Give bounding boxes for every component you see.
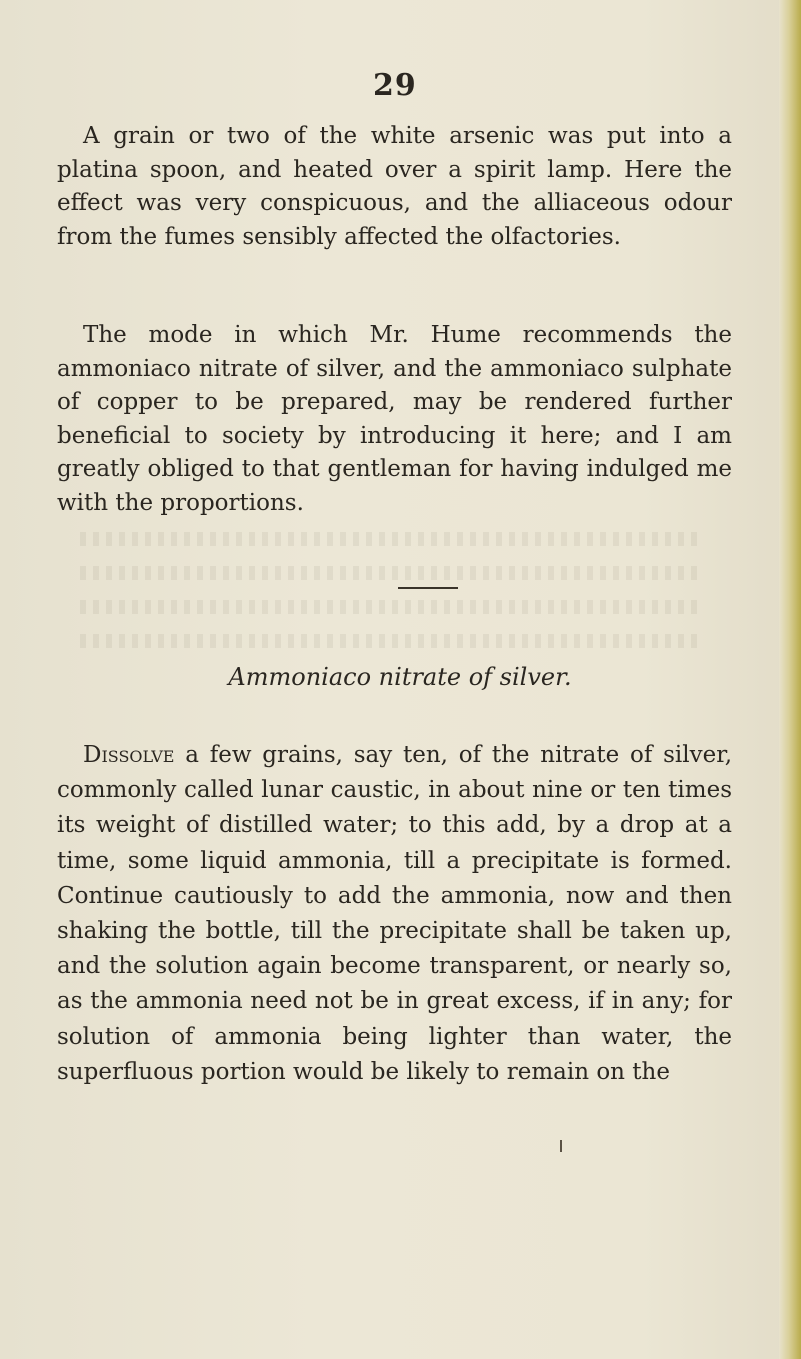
show-through-text xyxy=(80,634,700,648)
paragraph-text xyxy=(57,738,732,1090)
paragraph-dissolve xyxy=(57,738,732,1090)
printer-mark xyxy=(560,1140,562,1152)
show-through-text xyxy=(80,566,700,580)
lead-word: Dissolve xyxy=(83,742,175,768)
paragraph-body: a few grains, say ten, of the nitrate of silver, commonly called lunar caustic, in about nine or ten times its weight of distilled water; to this add, by a drop at a time, some liquid ammonia, till a precipitate is formed. Continue cautiously to add the ammonia, now and then shaking the bottle, till the precipitate shall be taken up, and the solution again become transparent, or nearly so, as the ammonia need not be in great excess, if in any; for solution of ammonia being lighter than water, the superfluous portion would be likely to remain on the xyxy=(57,742,732,1085)
section-heading: Ammoniaco nitrate of silver. xyxy=(228,663,572,691)
paragraph-arsenic-test xyxy=(57,120,732,254)
section-divider xyxy=(398,587,458,589)
page-edge xyxy=(779,0,801,1359)
paragraph-text: A grain or two of the white arsenic was put into a platina spoon, and heated over a spirit lamp. Here the effect was very conspicuous, and the alliaceous odour from the fumes sensibly affected the olfactories. xyxy=(57,123,732,250)
show-through-text xyxy=(80,600,700,614)
show-through-text xyxy=(80,532,700,546)
page-number: 29 xyxy=(373,68,417,103)
paragraph-text: The mode in which Mr. Hume recommends the ammoniaco nitrate of silver, and the ammoniaco sulphate of copper to be prepared, may be rendered further beneficial to society by introducing it here; and I am greatly obliged to that gentleman for having indulged me with the proportions. xyxy=(57,322,732,516)
paragraph-hume-mode xyxy=(57,319,732,520)
